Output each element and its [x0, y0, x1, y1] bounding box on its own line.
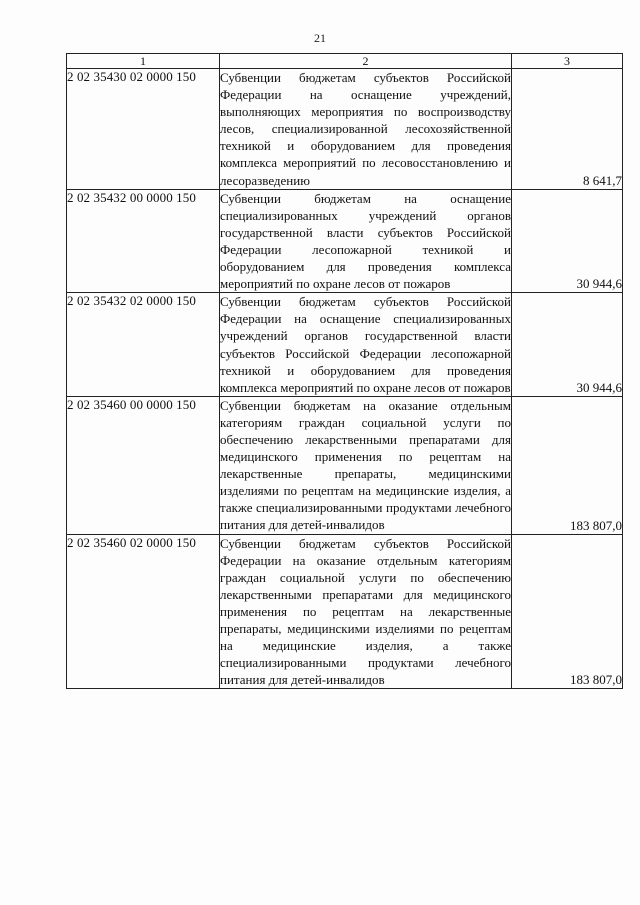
budget-description: Субвенции бюджетам субъектов Российской Федерации на оснащение специализированных учреждений органов государственной власти субъектов Российской Федерации лесопожарной техникой и оборудованием для проведения комплекса мероприятий по охране лесов от пожаров: [220, 294, 511, 395]
table-row: [67, 534, 623, 689]
table-header-row: [67, 54, 623, 69]
budget-description: Субвенции бюджетам субъектов Российской Федерации на оказание отдельным категориям граждан социальной услуги по обеспечению лекарственными препаратами для медицинского применения по рецептам на лекарственные препараты, медицинскими изделиями по рецептам на медицинские изделия, а также специализированными продуктами лечебного питания для детей-инвалидов: [220, 535, 511, 688]
page-number: 21: [314, 31, 326, 45]
column-header-2: 2: [220, 54, 512, 69]
column-header-3: 3: [512, 54, 623, 69]
budget-amount: 183 807,0: [512, 534, 623, 689]
budget-table: [66, 53, 623, 689]
budget-code: 2 02 35432 02 0000 150: [67, 293, 220, 397]
budget-description: Субвенции бюджетам на оказание отдельным категориям граждан социальной услуги по обеспечению лекарственными препаратами для медицинского применения по рецептам на лекарственные препараты, медицинскими изделиями по рецептам на медицинские изделия, а также специализированными продуктами лечебного питания для детей-инвалидов: [220, 397, 511, 533]
budget-amount: 8 641,7: [512, 69, 623, 190]
table-row: [67, 69, 623, 190]
budget-code: 2 02 35430 02 0000 150: [67, 69, 220, 190]
table-row: [67, 396, 623, 534]
budget-code: 2 02 35460 02 0000 150: [67, 534, 220, 689]
column-header-1: 1: [67, 54, 220, 69]
table-row: [67, 293, 623, 397]
budget-code: 2 02 35432 00 0000 150: [67, 189, 220, 293]
budget-code: 2 02 35460 00 0000 150: [67, 396, 220, 534]
budget-amount: 30 944,6: [512, 189, 623, 293]
budget-amount: 183 807,0: [512, 396, 623, 534]
budget-description: Субвенции бюджетам на оснащение специализированных учреждений органов государственной власти субъектов Российской Федерации лесопожарной техникой и оборудованием для проведения комплекса мероприятий по охране лесов от пожаров: [220, 190, 511, 292]
budget-description: Субвенции бюджетам субъектов Российской Федерации на оснащение учреждений, выполняющих мероприятия по воспроизводству лесов, специализированной лесохозяйственной техникой и оборудованием для проведения комплекса мероприятий по лесовосстановлению и лесоразведению: [220, 70, 511, 188]
table-row: [67, 189, 623, 293]
budget-amount: 30 944,6: [512, 293, 623, 397]
